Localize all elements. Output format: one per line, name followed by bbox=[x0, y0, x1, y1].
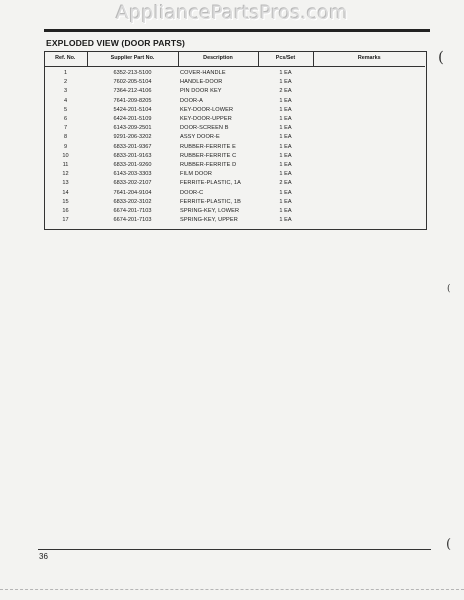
pcs-set-cell: 1 EA bbox=[279, 143, 292, 150]
remarks-cell bbox=[313, 179, 425, 188]
description-cell: COVER-HANDLE bbox=[180, 70, 226, 76]
description-cell: DOOR-C bbox=[180, 189, 204, 196]
parts-table-body bbox=[44, 67, 425, 226]
description-cell: DOOR-SCREEN B bbox=[180, 125, 229, 132]
scan-edge-line bbox=[0, 589, 464, 590]
description-cell: SPRING-KEY, UPPER bbox=[180, 217, 238, 224]
remarks-cell bbox=[313, 124, 425, 133]
supplier-part-no-cell: 7364-212-4106 bbox=[113, 88, 152, 95]
description-cell: FERRITE-PLASTIC, 1A bbox=[180, 180, 241, 187]
description-cell: PIN DOOR KEY bbox=[180, 88, 222, 95]
supplier-part-no-cell: 6674-201-7103 bbox=[113, 217, 152, 224]
remarks-cell bbox=[313, 133, 425, 142]
supplier-part-no-cell: 6833-202-2107 bbox=[113, 180, 152, 187]
ref-no-cell: 1 bbox=[63, 70, 68, 76]
section-title: EXPLODED VIEW (DOOR PARTS) bbox=[46, 38, 185, 48]
header-pcs-set: Pcs/Set bbox=[258, 51, 313, 67]
parts-table bbox=[44, 51, 425, 225]
pcs-set-cell: 2 EA bbox=[279, 88, 292, 95]
remarks-cell bbox=[313, 67, 425, 79]
pcs-set-cell: 1 EA bbox=[279, 125, 292, 132]
remarks-cell bbox=[313, 87, 425, 96]
supplier-part-no-cell: 6674-201-7103 bbox=[113, 208, 152, 215]
table-header-row bbox=[44, 51, 425, 67]
description-cell: DOOR-A bbox=[180, 97, 203, 104]
ref-no-cell: 9 bbox=[63, 143, 68, 150]
pcs-set-cell: 1 EA bbox=[279, 208, 292, 215]
watermark: AppliancePartsPros.com bbox=[116, 2, 348, 24]
pcs-set-cell: 1 EA bbox=[279, 189, 292, 196]
table-row bbox=[44, 152, 425, 161]
supplier-part-no-cell: 6424-201-5109 bbox=[113, 116, 152, 123]
header-supplier-part-no: Supplier Part No. bbox=[87, 51, 178, 67]
ref-no-cell: 6 bbox=[63, 116, 68, 123]
header-remarks: Remarks bbox=[313, 51, 425, 67]
supplier-part-no-cell: 6352-213-5100 bbox=[113, 70, 152, 76]
supplier-part-no-cell: 7602-205-5104 bbox=[113, 79, 152, 86]
table-row bbox=[44, 179, 425, 188]
footer-rule bbox=[38, 549, 431, 550]
pcs-set-cell: 1 EA bbox=[279, 116, 292, 123]
ref-no-cell: 5 bbox=[63, 106, 68, 113]
ref-no-cell: 2 bbox=[63, 79, 68, 86]
table-row bbox=[44, 207, 425, 216]
description-cell: SPRING-KEY, LOWER bbox=[180, 208, 240, 215]
page-number: 36 bbox=[39, 552, 48, 561]
header-ref-no: Ref. No. bbox=[44, 51, 87, 67]
remarks-cell bbox=[313, 198, 425, 207]
ref-no-cell: 17 bbox=[62, 217, 69, 224]
supplier-part-no-cell: 6143-203-3303 bbox=[113, 171, 152, 178]
supplier-part-no-cell: 7641-204-9104 bbox=[113, 189, 152, 196]
remarks-cell bbox=[313, 170, 425, 179]
description-cell: ASSY DOOR-E bbox=[180, 134, 220, 141]
table-row bbox=[44, 216, 425, 225]
ref-no-cell: 3 bbox=[63, 88, 68, 95]
remarks-cell bbox=[313, 97, 425, 106]
table-row bbox=[44, 87, 425, 96]
description-cell: RUBBER-FERRITE C bbox=[180, 152, 237, 159]
table-row bbox=[44, 198, 425, 207]
remarks-cell bbox=[313, 143, 425, 152]
pcs-set-cell: 1 EA bbox=[279, 171, 292, 178]
table-row bbox=[44, 133, 425, 142]
margin-mark-top: ( bbox=[438, 48, 444, 66]
pcs-set-cell: 1 EA bbox=[279, 70, 292, 76]
ref-no-cell: 4 bbox=[63, 97, 68, 104]
supplier-part-no-cell: 6833-201-9163 bbox=[113, 152, 152, 159]
table-row bbox=[44, 143, 425, 152]
description-cell: RUBBER-FERRITE E bbox=[180, 143, 236, 150]
pcs-set-cell: 1 EA bbox=[279, 152, 292, 159]
ref-no-cell: 8 bbox=[63, 134, 68, 141]
remarks-cell bbox=[313, 207, 425, 216]
header-description: Description bbox=[178, 51, 258, 67]
ref-no-cell: 10 bbox=[62, 152, 69, 159]
table-row bbox=[44, 189, 425, 198]
remarks-cell bbox=[313, 189, 425, 198]
pcs-set-cell: 1 EA bbox=[279, 217, 292, 224]
pcs-set-cell: 1 EA bbox=[279, 198, 292, 205]
supplier-part-no-cell: 6833-201-9367 bbox=[113, 143, 152, 150]
table-row bbox=[44, 97, 425, 106]
margin-mark-bottom: ( bbox=[446, 537, 452, 552]
ref-no-cell: 11 bbox=[62, 162, 69, 169]
table-row bbox=[44, 78, 425, 87]
remarks-cell bbox=[313, 152, 425, 161]
remarks-cell bbox=[313, 115, 425, 124]
ref-no-cell: 15 bbox=[62, 198, 69, 205]
pcs-set-cell: 1 EA bbox=[279, 106, 292, 113]
ref-no-cell: 7 bbox=[63, 125, 68, 132]
table-row bbox=[44, 67, 425, 79]
description-cell: RUBBER-FERRITE D bbox=[180, 162, 237, 169]
description-cell: KEY-DOOR-UPPER bbox=[180, 116, 232, 123]
supplier-part-no-cell: 7641-209-8205 bbox=[113, 97, 152, 104]
table-row bbox=[44, 161, 425, 170]
pcs-set-cell: 1 EA bbox=[279, 162, 292, 169]
description-cell: HANDLE-DOOR bbox=[180, 79, 223, 86]
margin-mark-middle: ( bbox=[447, 284, 451, 294]
ref-no-cell: 13 bbox=[62, 180, 69, 187]
pcs-set-cell: 1 EA bbox=[279, 79, 292, 86]
description-cell: KEY-DOOR-LOWER bbox=[180, 106, 234, 113]
remarks-cell bbox=[313, 78, 425, 87]
pcs-set-cell: 2 EA bbox=[279, 180, 292, 187]
supplier-part-no-cell: 6833-201-9260 bbox=[113, 162, 152, 169]
table-row bbox=[44, 106, 425, 115]
top-rule bbox=[44, 29, 430, 32]
remarks-cell bbox=[313, 161, 425, 170]
description-cell: FERRITE-PLASTIC, 1B bbox=[180, 198, 241, 205]
description-cell: FILM DOOR bbox=[180, 171, 212, 178]
ref-no-cell: 12 bbox=[62, 171, 69, 178]
supplier-part-no-cell: 6143-209-2501 bbox=[113, 125, 152, 132]
pcs-set-cell: 1 EA bbox=[279, 134, 292, 141]
pcs-set-cell: 1 EA bbox=[279, 97, 292, 104]
table-row bbox=[44, 115, 425, 124]
table-row bbox=[44, 170, 425, 179]
table-row bbox=[44, 124, 425, 133]
supplier-part-no-cell: 9291-206-3202 bbox=[113, 134, 152, 141]
ref-no-cell: 14 bbox=[62, 189, 69, 196]
supplier-part-no-cell: 5424-201-5104 bbox=[113, 106, 152, 113]
supplier-part-no-cell: 6833-202-3102 bbox=[113, 198, 152, 205]
ref-no-cell: 16 bbox=[62, 208, 69, 215]
remarks-cell bbox=[313, 106, 425, 115]
remarks-cell bbox=[313, 216, 425, 225]
